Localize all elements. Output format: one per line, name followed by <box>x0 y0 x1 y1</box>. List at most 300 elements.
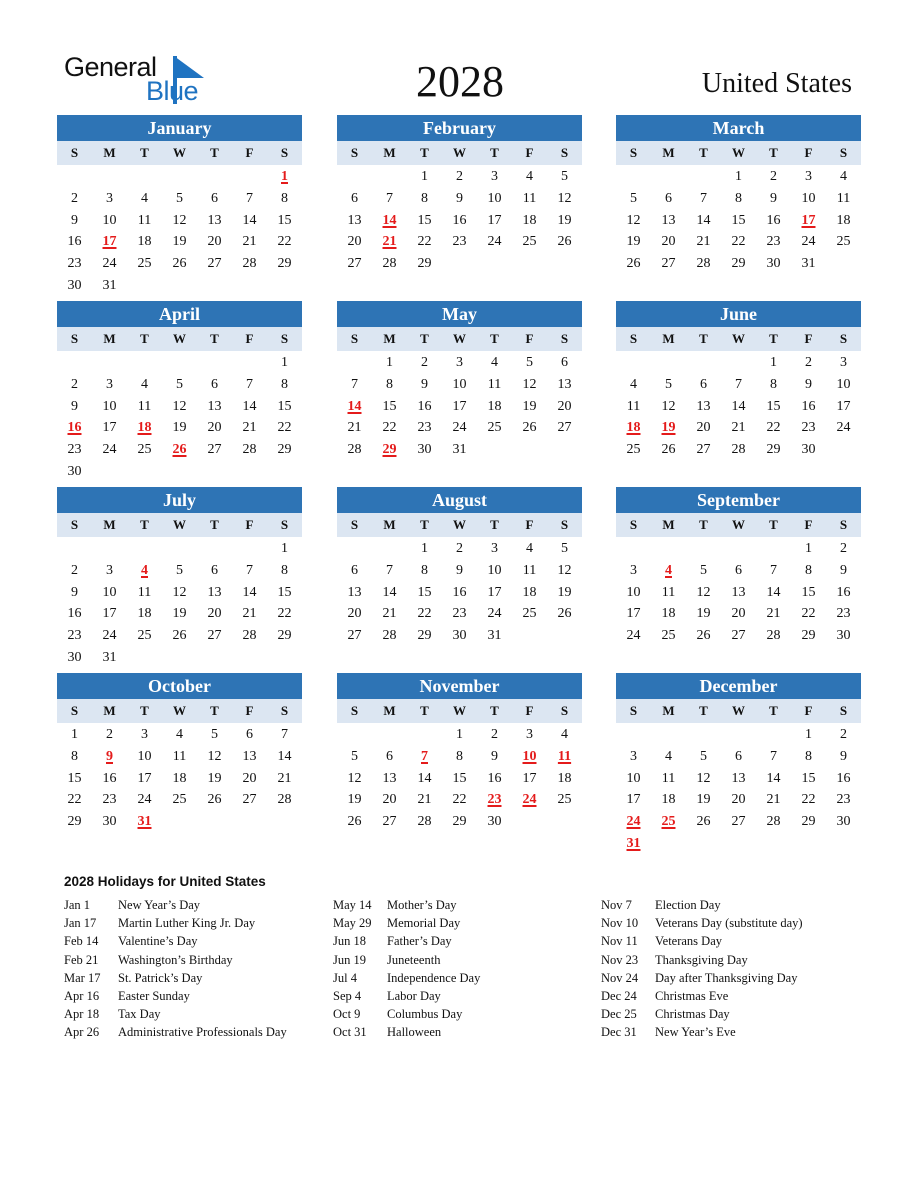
day-cell: 5 <box>665 376 672 392</box>
day-cell: 23 <box>452 234 467 250</box>
weekday-row <box>337 141 582 165</box>
holiday-name: Tax Day <box>118 1007 161 1022</box>
weekday-label: S <box>560 517 569 532</box>
weekday-label: S <box>70 703 79 718</box>
day-cell: 14 <box>382 584 397 600</box>
holiday-date: Dec 24 <box>601 988 637 1003</box>
empty-cell <box>686 724 721 746</box>
weekday-label: T <box>140 703 149 718</box>
day-grid <box>616 352 861 461</box>
holiday-name: Christmas Day <box>655 1007 730 1022</box>
empty-cell <box>127 352 162 374</box>
weekday-label: M <box>103 703 116 718</box>
empty-cell <box>721 724 756 746</box>
weekday-label: S <box>350 145 359 160</box>
day-cell: 5 <box>700 748 707 764</box>
holiday-name: Valentine’s Day <box>118 934 198 949</box>
weekday-label: S <box>350 703 359 718</box>
day-cell: 17 <box>102 420 117 436</box>
logo-triangle-icon <box>174 56 204 78</box>
day-cell: 8 <box>71 748 78 764</box>
month-header: July <box>57 487 302 513</box>
weekday-label: S <box>70 331 79 346</box>
holiday-day: 18 <box>626 420 641 436</box>
day-cell: 12 <box>661 398 676 414</box>
month-header: March <box>616 115 861 141</box>
weekday-label: T <box>420 145 429 160</box>
day-cell: 29 <box>452 814 467 830</box>
month-header: April <box>57 301 302 327</box>
holiday-day: 16 <box>67 420 82 436</box>
day-cell: 8 <box>281 376 288 392</box>
day-cell: 27 <box>347 256 362 272</box>
empty-cell <box>686 166 721 188</box>
day-cell: 12 <box>207 748 222 764</box>
holiday-name: Father’s Day <box>387 934 452 949</box>
day-cell: 5 <box>351 748 358 764</box>
empty-cell <box>372 166 407 188</box>
weekday-row <box>337 699 582 723</box>
day-cell: 9 <box>491 748 498 764</box>
weekday-label: T <box>490 703 499 718</box>
empty-cell <box>197 166 232 188</box>
weekday-label: F <box>804 331 813 346</box>
holiday-date: Nov 10 <box>601 916 639 931</box>
weekday-label: S <box>839 331 848 346</box>
month-header: October <box>57 673 302 699</box>
holiday-date: Jul 4 <box>333 970 357 985</box>
weekday-row <box>337 327 582 351</box>
day-cell: 28 <box>382 256 397 272</box>
day-grid <box>616 166 861 275</box>
day-cell: 5 <box>561 169 568 184</box>
empty-cell <box>57 538 92 560</box>
holiday-name: Easter Sunday <box>118 988 190 1003</box>
day-cell: 21 <box>242 606 257 622</box>
empty-cell <box>337 538 372 560</box>
day-cell: 29 <box>277 256 292 272</box>
day-cell: 25 <box>137 442 152 458</box>
day-cell: 1 <box>421 169 428 184</box>
empty-cell <box>337 352 372 374</box>
empty-cell <box>337 166 372 188</box>
weekday-label: F <box>525 703 534 718</box>
day-cell: 18 <box>137 234 152 250</box>
day-cell: 28 <box>731 442 746 458</box>
weekday-row <box>57 141 302 165</box>
holiday-date: Nov 7 <box>601 898 632 912</box>
month-header: February <box>337 115 582 141</box>
weekday-label: T <box>140 517 149 532</box>
day-cell: 10 <box>137 748 152 764</box>
day-cell: 2 <box>456 169 463 184</box>
day-cell: 5 <box>700 562 707 578</box>
holiday-day: 24 <box>522 792 537 808</box>
weekday-label: W <box>732 517 745 532</box>
weekday-label: W <box>732 703 745 718</box>
day-cell: 17 <box>626 606 641 622</box>
day-cell: 7 <box>351 376 358 392</box>
day-cell: 11 <box>626 398 641 414</box>
weekday-label: F <box>245 703 254 718</box>
day-cell: 10 <box>487 562 502 578</box>
day-cell: 28 <box>242 628 257 644</box>
day-cell: 25 <box>522 234 537 250</box>
day-grid <box>616 538 861 647</box>
day-cell: 21 <box>277 770 292 786</box>
day-cell: 2 <box>770 169 777 184</box>
weekday-label: W <box>453 703 466 718</box>
day-cell: 6 <box>735 748 742 764</box>
holiday-name: New Year’s Eve <box>655 1025 736 1040</box>
day-cell: 14 <box>242 398 257 414</box>
weekday-label: T <box>420 517 429 532</box>
day-cell: 14 <box>417 770 432 786</box>
weekday-label: T <box>490 145 499 160</box>
day-cell: 31 <box>452 442 467 458</box>
holiday-row <box>64 934 287 952</box>
day-cell: 21 <box>242 420 257 436</box>
day-cell: 23 <box>67 256 82 272</box>
day-cell: 25 <box>137 256 152 272</box>
empty-cell <box>372 724 407 746</box>
day-cell: 5 <box>176 190 183 206</box>
day-cell: 11 <box>522 190 537 206</box>
day-cell: 9 <box>421 376 428 392</box>
day-cell: 6 <box>211 376 218 392</box>
holiday-day: 11 <box>557 748 572 764</box>
holiday-day: 4 <box>665 562 672 578</box>
day-cell: 14 <box>696 212 711 228</box>
weekday-label: M <box>383 703 396 718</box>
day-cell: 30 <box>452 628 467 644</box>
day-cell: 19 <box>207 770 222 786</box>
day-cell: 25 <box>626 442 641 458</box>
day-cell: 8 <box>805 748 812 764</box>
day-cell: 4 <box>630 376 637 392</box>
day-cell: 4 <box>526 169 533 184</box>
day-cell: 2 <box>71 562 78 578</box>
holiday-date: Oct 31 <box>333 1025 367 1040</box>
day-cell: 6 <box>211 190 218 206</box>
day-cell: 22 <box>801 606 816 622</box>
day-cell: 3 <box>106 190 113 206</box>
day-cell: 5 <box>561 541 568 556</box>
day-cell: 26 <box>557 234 572 250</box>
weekday-label: S <box>560 703 569 718</box>
day-cell: 28 <box>766 628 781 644</box>
day-cell: 23 <box>452 606 467 622</box>
weekday-label: T <box>769 517 778 532</box>
day-cell: 11 <box>172 748 187 764</box>
day-cell: 10 <box>487 190 502 206</box>
weekday-label: S <box>70 145 79 160</box>
day-cell: 9 <box>770 190 777 206</box>
month-september <box>616 487 861 647</box>
day-cell: 25 <box>836 234 851 250</box>
day-cell: 4 <box>141 376 148 392</box>
day-cell: 19 <box>172 606 187 622</box>
day-cell: 7 <box>770 562 777 578</box>
holiday-name: Martin Luther King Jr. Day <box>118 916 256 931</box>
day-cell: 16 <box>417 398 432 414</box>
day-cell: 5 <box>211 727 218 742</box>
weekday-row <box>616 699 861 723</box>
day-cell: 9 <box>456 190 463 206</box>
day-cell: 17 <box>487 212 502 228</box>
weekday-label: S <box>839 517 848 532</box>
day-cell: 4 <box>561 727 568 742</box>
day-cell: 29 <box>766 442 781 458</box>
holiday-row <box>64 916 287 934</box>
day-cell: 26 <box>557 606 572 622</box>
day-cell: 16 <box>67 606 82 622</box>
logo-text-general: General <box>64 52 157 82</box>
day-cell: 4 <box>141 190 148 206</box>
day-cell: 18 <box>661 792 676 808</box>
day-cell: 18 <box>172 770 187 786</box>
day-cell: 10 <box>836 376 851 392</box>
weekday-label: T <box>699 517 708 532</box>
day-cell: 6 <box>246 727 253 742</box>
day-cell: 24 <box>137 792 152 808</box>
day-cell: 6 <box>665 190 672 206</box>
holiday-day: 14 <box>382 212 397 228</box>
day-cell: 15 <box>801 770 816 786</box>
day-cell: 13 <box>347 584 362 600</box>
day-cell: 20 <box>661 234 676 250</box>
day-cell: 13 <box>661 212 676 228</box>
day-cell: 12 <box>172 398 187 414</box>
day-cell: 9 <box>71 398 78 414</box>
holiday-row <box>601 989 803 1007</box>
day-cell: 12 <box>347 770 362 786</box>
day-cell: 22 <box>277 606 292 622</box>
day-cell: 12 <box>696 584 711 600</box>
empty-cell <box>756 538 791 560</box>
month-header: June <box>616 301 861 327</box>
weekday-label: F <box>804 145 813 160</box>
day-grid <box>337 538 582 647</box>
day-cell: 20 <box>207 420 222 436</box>
day-cell: 11 <box>661 770 676 786</box>
day-cell: 14 <box>766 770 781 786</box>
day-cell: 29 <box>277 628 292 644</box>
month-header: September <box>616 487 861 513</box>
day-cell: 5 <box>630 190 637 206</box>
holiday-date: May 14 <box>333 898 372 912</box>
day-grid <box>57 538 302 669</box>
day-cell: 29 <box>67 814 82 830</box>
weekday-label: W <box>453 145 466 160</box>
day-cell: 13 <box>207 584 222 600</box>
empty-cell <box>197 538 232 560</box>
day-cell: 2 <box>456 541 463 556</box>
day-cell: 6 <box>700 376 707 392</box>
day-cell: 26 <box>207 792 222 808</box>
weekday-label: S <box>280 331 289 346</box>
day-cell: 9 <box>840 748 847 764</box>
day-cell: 3 <box>491 169 498 184</box>
holiday-date: Apr 26 <box>64 1025 100 1040</box>
month-december <box>616 673 861 855</box>
day-cell: 20 <box>557 398 572 414</box>
day-cell: 28 <box>242 442 257 458</box>
day-cell: 26 <box>347 814 362 830</box>
holiday-row <box>64 953 287 971</box>
day-cell: 16 <box>766 212 781 228</box>
day-cell: 3 <box>141 727 148 742</box>
day-cell: 22 <box>766 420 781 436</box>
day-cell: 17 <box>522 770 537 786</box>
day-cell: 6 <box>561 355 568 370</box>
day-cell: 23 <box>417 420 432 436</box>
day-cell: 13 <box>207 212 222 228</box>
day-cell: 22 <box>417 234 432 250</box>
day-cell: 20 <box>347 606 362 622</box>
day-cell: 7 <box>386 190 393 206</box>
day-cell: 11 <box>137 584 152 600</box>
holiday-date: Jun 18 <box>333 934 366 949</box>
weekday-label: S <box>560 331 569 346</box>
day-cell: 19 <box>557 212 572 228</box>
day-cell: 19 <box>347 792 362 808</box>
day-cell: 3 <box>526 727 533 742</box>
holiday-row <box>601 1025 803 1043</box>
day-cell: 23 <box>766 234 781 250</box>
logo-text-blue: Blue <box>146 76 199 106</box>
day-cell: 11 <box>137 398 152 414</box>
holiday-row <box>333 971 480 989</box>
weekday-label: W <box>173 703 186 718</box>
day-cell: 10 <box>626 584 641 600</box>
day-grid <box>57 352 302 483</box>
holiday-row <box>64 1025 287 1043</box>
day-cell: 30 <box>67 649 82 665</box>
day-cell: 20 <box>207 234 222 250</box>
day-cell: 29 <box>417 628 432 644</box>
day-cell: 24 <box>102 442 117 458</box>
day-cell: 10 <box>102 398 117 414</box>
day-cell: 25 <box>557 792 572 808</box>
holidays-title: 2028 Holidays for United States <box>64 874 266 889</box>
day-cell: 24 <box>836 420 851 436</box>
day-cell: 1 <box>770 355 777 370</box>
holiday-date: Nov 11 <box>601 934 638 949</box>
weekday-row <box>57 699 302 723</box>
weekday-row <box>57 327 302 351</box>
day-cell: 13 <box>557 376 572 392</box>
day-cell: 23 <box>102 792 117 808</box>
day-cell: 31 <box>102 277 117 293</box>
day-cell: 4 <box>491 355 498 370</box>
day-cell: 7 <box>700 190 707 206</box>
day-cell: 29 <box>731 256 746 272</box>
holiday-name: Halloween <box>387 1025 442 1040</box>
day-cell: 23 <box>801 420 816 436</box>
weekday-label: F <box>245 331 254 346</box>
day-cell: 3 <box>491 541 498 556</box>
weekday-label: F <box>525 517 534 532</box>
holiday-day: 31 <box>626 835 641 851</box>
weekday-label: T <box>490 517 499 532</box>
day-cell: 28 <box>696 256 711 272</box>
empty-cell <box>197 352 232 374</box>
day-cell: 26 <box>626 256 641 272</box>
day-cell: 31 <box>487 628 502 644</box>
day-cell: 22 <box>67 792 82 808</box>
day-cell: 20 <box>242 770 257 786</box>
day-cell: 28 <box>277 792 292 808</box>
day-cell: 8 <box>735 190 742 206</box>
day-cell: 12 <box>172 584 187 600</box>
day-cell: 7 <box>770 748 777 764</box>
weekday-label: S <box>560 145 569 160</box>
holiday-day: 23 <box>487 792 502 808</box>
day-cell: 26 <box>522 420 537 436</box>
day-cell: 1 <box>281 541 288 556</box>
day-cell: 10 <box>452 376 467 392</box>
day-cell: 11 <box>522 562 537 578</box>
day-cell: 30 <box>836 628 851 644</box>
weekday-label: S <box>629 703 638 718</box>
day-cell: 3 <box>805 169 812 184</box>
weekday-label: T <box>769 703 778 718</box>
day-cell: 1 <box>805 727 812 742</box>
day-cell: 30 <box>67 463 82 479</box>
month-march <box>616 115 861 275</box>
weekday-label: S <box>839 703 848 718</box>
day-cell: 25 <box>522 606 537 622</box>
holiday-name: Day after Thanksgiving Day <box>655 970 798 985</box>
day-cell: 4 <box>176 727 183 742</box>
month-october <box>57 673 302 833</box>
day-cell: 2 <box>840 541 847 556</box>
day-cell: 19 <box>172 420 187 436</box>
day-cell: 28 <box>766 814 781 830</box>
holiday-day: 1 <box>281 169 288 184</box>
holiday-date: Dec 31 <box>601 1025 637 1040</box>
holiday-date: Feb 21 <box>64 952 99 967</box>
day-grid <box>337 352 582 461</box>
holiday-date: Jan 17 <box>64 916 97 931</box>
weekday-label: S <box>629 331 638 346</box>
empty-cell <box>756 724 791 746</box>
holiday-row <box>333 1025 480 1043</box>
day-cell: 8 <box>421 562 428 578</box>
day-cell: 3 <box>630 562 637 578</box>
country-name: United States <box>701 68 852 99</box>
day-cell: 25 <box>661 628 676 644</box>
day-cell: 26 <box>661 442 676 458</box>
day-cell: 1 <box>386 355 393 370</box>
weekday-label: M <box>662 331 675 346</box>
holiday-date: Oct 9 <box>333 1007 361 1022</box>
day-cell: 15 <box>417 584 432 600</box>
day-cell: 16 <box>102 770 117 786</box>
day-cell: 4 <box>840 169 847 184</box>
holiday-day: 9 <box>106 748 113 764</box>
weekday-row <box>616 327 861 351</box>
holiday-day: 7 <box>421 748 428 764</box>
day-cell: 12 <box>172 212 187 228</box>
holiday-name: Election Day <box>655 898 721 912</box>
month-header: November <box>337 673 582 699</box>
day-cell: 14 <box>731 398 746 414</box>
day-cell: 8 <box>770 376 777 392</box>
weekday-label: T <box>210 145 219 160</box>
weekday-row <box>616 141 861 165</box>
